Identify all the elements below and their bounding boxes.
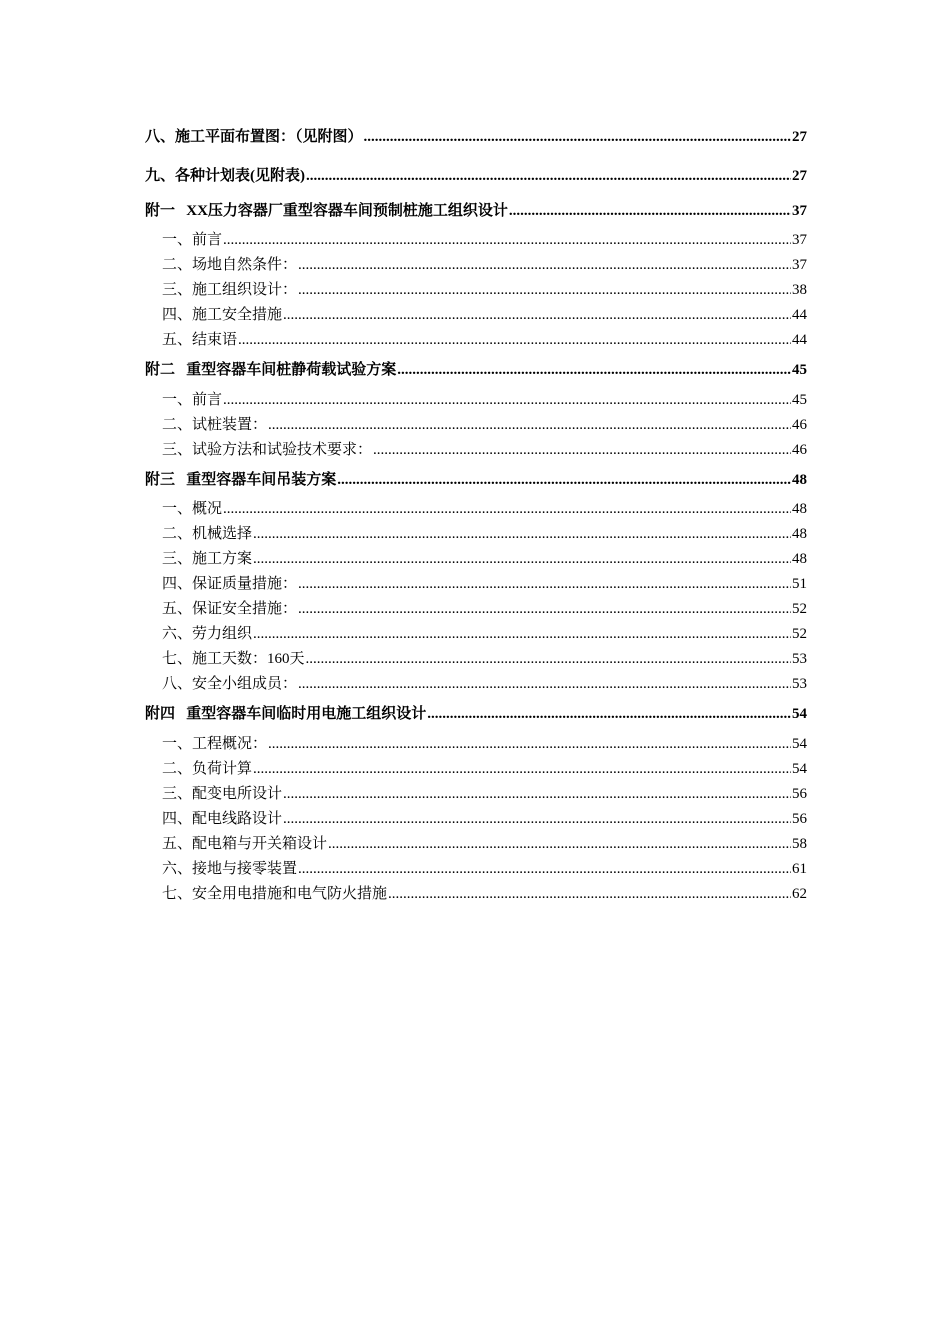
dot-leader	[283, 807, 791, 832]
toc-entry[interactable]	[145, 463, 807, 498]
dot-leader	[306, 647, 791, 672]
toc-entry-page: 45	[792, 362, 807, 378]
toc-entry-page: 54	[792, 735, 807, 752]
toc-entry-page: 54	[792, 706, 807, 722]
toc-entry-title: 附二 重型容器车间桩静荷载试验方案	[145, 362, 397, 378]
toc-entry[interactable]	[145, 303, 807, 328]
toc-entry-title: 四、配电线路设计	[162, 810, 283, 827]
toc-entry-title: 三、施工方案	[162, 551, 253, 567]
toc-entry-page: 48	[792, 526, 807, 542]
toc-entry[interactable]	[145, 782, 807, 807]
toc-entry-title: 四、施工安全措施	[162, 307, 283, 323]
toc-entry[interactable]	[145, 278, 807, 303]
toc-entry[interactable]	[145, 328, 807, 353]
dot-leader	[238, 328, 791, 353]
toc-entry-title: 二、机械选择	[162, 526, 253, 542]
toc-entry-title: 五、配电箱与开关箱设计	[162, 835, 328, 852]
dot-leader	[283, 782, 791, 807]
toc-entry[interactable]	[145, 832, 807, 857]
toc-entry[interactable]	[145, 732, 807, 757]
toc-entry-page: 52	[792, 626, 807, 642]
dot-leader	[298, 857, 791, 882]
toc-entry-page: 27	[792, 129, 807, 145]
toc-entry-page: 48	[792, 501, 807, 517]
toc-entry-title: 附四 重型容器车间临时用电施工组织设计	[145, 706, 427, 722]
toc-entry-title: 一、工程概况：	[162, 735, 268, 752]
toc-entry-title: 一、前言	[162, 232, 223, 248]
toc-entry-page: 51	[792, 576, 807, 592]
toc-entry[interactable]	[145, 857, 807, 882]
toc-entry[interactable]	[145, 253, 807, 278]
toc-entry-page: 45	[792, 391, 807, 408]
toc-entry[interactable]	[145, 572, 807, 597]
dot-leader	[268, 732, 791, 757]
toc-entry-page: 37	[792, 202, 807, 219]
toc-entry-page: 46	[792, 416, 807, 433]
toc-entry-title: 三、配变电所设计	[162, 785, 283, 802]
toc-entry-page: 44	[792, 307, 807, 323]
toc-entry-page: 46	[792, 441, 807, 458]
dot-leader	[268, 413, 791, 438]
dot-leader	[298, 278, 791, 303]
dot-leader	[373, 438, 791, 463]
toc-entry[interactable]	[145, 757, 807, 782]
toc-entry-title: 四、保证质量措施：	[162, 576, 298, 592]
toc-entry[interactable]	[145, 697, 807, 732]
toc-entry[interactable]	[145, 647, 807, 672]
toc-entry-title: 附一 XX压力容器厂重型容器车间预制桩施工组织设计	[145, 202, 508, 219]
toc-entry-page: 56	[792, 810, 807, 827]
toc-entry[interactable]	[145, 547, 807, 572]
toc-entry[interactable]	[145, 522, 807, 547]
toc-entry-title: 三、施工组织设计：	[162, 282, 298, 298]
toc-entry[interactable]	[145, 438, 807, 463]
toc-entry[interactable]	[145, 125, 807, 150]
toc-entry[interactable]	[145, 388, 807, 413]
dot-leader	[223, 497, 791, 522]
toc-entry[interactable]	[145, 622, 807, 647]
toc-entry[interactable]	[145, 497, 807, 522]
toc-entry-title: 七、安全用电措施和电气防火措施	[162, 885, 388, 902]
dot-leader	[253, 757, 791, 782]
toc-entry-title: 五、保证安全措施：	[162, 601, 298, 617]
toc-entry-page: 27	[792, 168, 807, 184]
dot-leader	[298, 597, 791, 622]
dot-leader	[388, 882, 791, 907]
toc-entry-page: 61	[792, 860, 807, 877]
dot-leader	[298, 672, 791, 697]
toc-entry-title: 一、概况	[162, 501, 223, 517]
dot-leader	[283, 303, 791, 328]
toc-entry[interactable]	[145, 672, 807, 697]
dot-leader	[397, 353, 791, 388]
toc-entry-page: 44	[792, 332, 807, 348]
dot-leader	[253, 622, 791, 647]
toc-entry[interactable]	[145, 159, 807, 194]
dot-leader	[337, 463, 791, 498]
toc-entry-title: 八、安全小组成员：	[162, 676, 298, 692]
toc-entry-title: 附三 重型容器车间吊装方案	[145, 471, 337, 488]
dot-leader	[306, 159, 791, 194]
toc-entry[interactable]	[145, 807, 807, 832]
toc-entry-title: 三、试验方法和试验技术要求：	[162, 441, 373, 458]
dot-leader	[427, 697, 791, 732]
toc-entry-title: 二、场地自然条件：	[162, 257, 298, 273]
dot-leader	[298, 572, 791, 597]
dot-leader	[223, 228, 791, 253]
dot-leader	[253, 547, 791, 572]
toc-entry[interactable]	[145, 194, 807, 229]
toc-entry[interactable]	[145, 228, 807, 253]
dot-leader	[364, 125, 791, 150]
toc-entry-title: 八、施工平面布置图：（见附图）	[145, 129, 363, 145]
toc-entry-page: 62	[792, 885, 807, 902]
toc-entry-title: 五、结束语	[162, 332, 238, 348]
toc-entry[interactable]	[145, 413, 807, 438]
toc-entry[interactable]	[145, 353, 807, 388]
toc-entry-page: 56	[792, 785, 807, 802]
dot-leader	[509, 194, 791, 229]
dot-leader	[328, 832, 791, 857]
toc-entry-title: 九、各种计划表(见附表)	[145, 168, 305, 184]
toc-entry-page: 58	[792, 835, 807, 852]
toc-entry-title: 六、劳力组织	[162, 626, 253, 642]
toc-entry-page: 38	[792, 282, 807, 298]
dot-leader	[223, 388, 791, 413]
toc-entry-page: 52	[792, 601, 807, 617]
toc-entry-page: 37	[792, 257, 807, 273]
toc-entry-title: 六、接地与接零装置	[162, 860, 298, 877]
toc-entry-page: 48	[792, 471, 807, 488]
toc-entry-page: 53	[792, 676, 807, 692]
toc-entry-title: 七、施工天数：160天	[162, 651, 305, 667]
toc-entry-title: 二、试桩装置：	[162, 416, 268, 433]
dot-leader	[253, 522, 791, 547]
toc-entry-page: 53	[792, 651, 807, 667]
toc-entry-page: 54	[792, 760, 807, 777]
toc-entry-page: 48	[792, 551, 807, 567]
table-of-contents	[145, 125, 807, 907]
toc-entry-title: 二、负荷计算	[162, 760, 253, 777]
dot-leader	[298, 253, 791, 278]
toc-entry-page: 37	[792, 232, 807, 248]
toc-entry-title: 一、前言	[162, 391, 223, 408]
toc-entry[interactable]	[145, 882, 807, 907]
toc-entry[interactable]	[145, 597, 807, 622]
